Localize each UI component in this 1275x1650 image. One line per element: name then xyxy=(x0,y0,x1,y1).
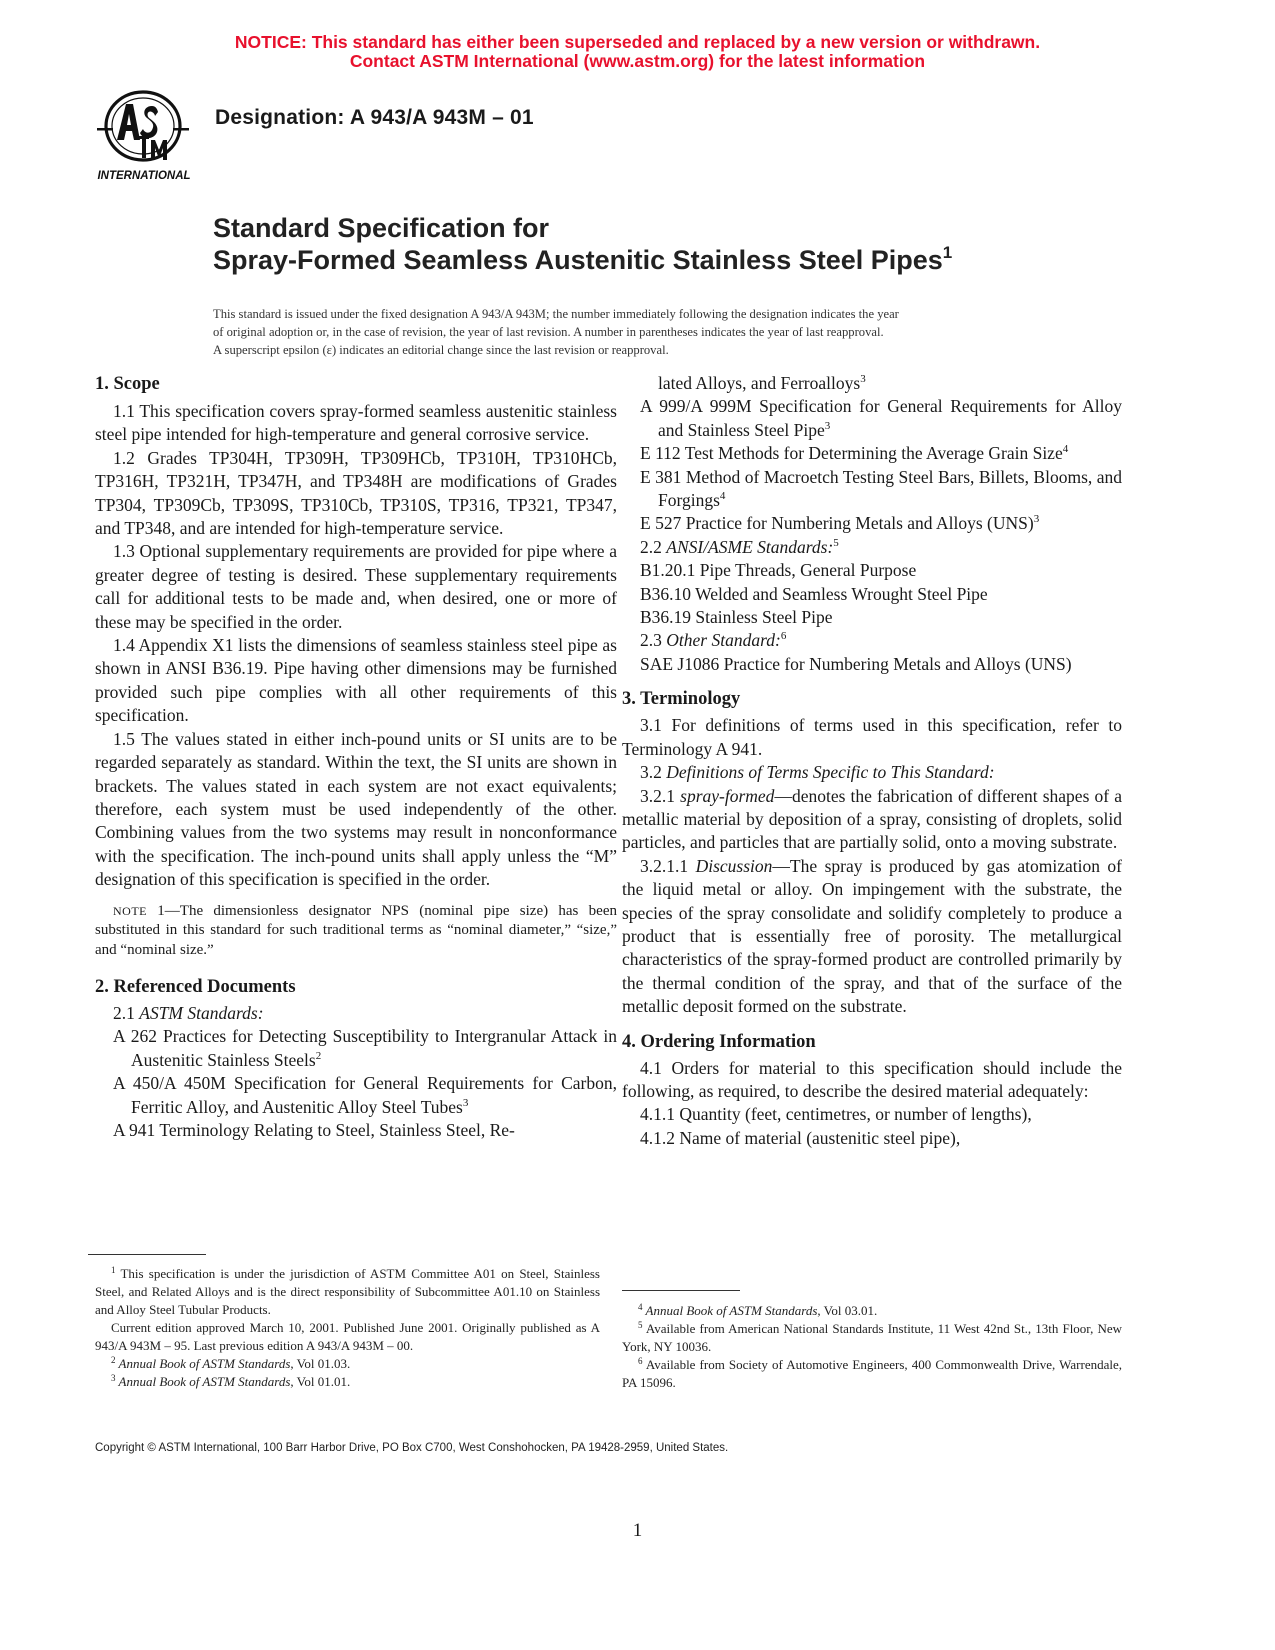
page-number: 1 xyxy=(632,1520,643,1541)
paragraph-2-2: 2.2 ANSI/ASME Standards:$^5$ xyxy=(640,536,839,557)
issuance-statement: This standard is issued under the fixed designation A 943/A 943M; the number immediately following the designation indicates the year of original adoption or, in the case of revision, the year of last revision. A number in parentheses indicates the year of last reapproval. A superscript epsilon (ε) indicates an editorial change since the last revision or reapproval. xyxy=(213,307,899,357)
reference-b1-20-1: B1.20.1 Pipe Threads, General Purpose xyxy=(640,560,917,581)
paragraph-2-3: 2.3 Other Standard:$^6$ xyxy=(640,630,787,651)
paragraph-2-1: 2.1 ASTM Standards: xyxy=(113,1003,264,1024)
right-column xyxy=(622,372,1122,1150)
reference-b36-19: B36.19 Stainless Steel Pipe xyxy=(640,607,833,628)
reference-b36-10: B36.10 Welded and Seamless Wrought Steel Pipe xyxy=(640,583,988,604)
paragraph-3-2-1: 3.2.1 spray-formed—denotes the fabrication of different shapes of a metallic material by deposition of a spray, consisting of droplets, solid particles, and particles that are partially solid, onto a moving substrate. xyxy=(622,785,1123,853)
paragraph-3-1: 3.1 For definitions of terms used in this specification, refer to Terminology A 941. xyxy=(622,715,1122,759)
footnote-1: $^1$ This specification is under the jurisdiction of ASTM Committee A01 on Steel, Stainless Steel, and Related Alloys and is the direct responsibility of Subcommittee A01.10 on Stainless and Alloy Steel Tubular Products. xyxy=(95,1265,600,1317)
paragraph-1-5: 1.5 The values stated in either inch-pound units or SI units are to be regarded separately as standard. Within the text, the SI units are shown in brackets. The values stated in each system are not exact equivalents; therefore, each system must be used independently of the other. Combining values from the two systems may result in nonconformance with the specification. The inch-pound units shall apply unless the “M” designation of this specification is specified in the order. xyxy=(95,728,617,890)
footnote-3: $^3$ Annual Book of ASTM Standards, Vol 01.01. xyxy=(111,1373,351,1389)
reference-e527: E 527 Practice for Numbering Metals and Alloys (UNS)$^3$ xyxy=(640,513,1040,534)
superseded-notice xyxy=(0,33,1275,71)
document-title xyxy=(213,212,952,276)
title-line-1: Standard Specification for xyxy=(213,213,550,243)
note-1: NOTE 1—The dimensionless designator NPS (nominal pipe size) has been substituted in this standard for such traditional terms as “nominal diameter,” “size,” and “nominal size.” xyxy=(95,902,617,958)
reference-e112: E 112 Test Methods for Determining the Average Grain Size$^4$ xyxy=(640,443,1069,464)
footnote-4: $^4$ Annual Book of ASTM Standards, Vol 03.01. xyxy=(638,1302,878,1318)
footnote-2: $^2$ Annual Book of ASTM Standards, Vol 01.03. xyxy=(111,1355,351,1371)
paragraph-1-2: 1.2 Grades TP304H, TP309H, TP309HCb, TP310H, TP310HCb, TP316H, TP321H, TP347H, and TP348H are modifications of Grades TP304, TP309Cb, TP309S, TP310Cb, TP310S, TP316, TP321, TP347, and TP348, and are intended for high-temperature service. xyxy=(95,447,617,539)
paragraph-3-2: 3.2 Definitions of Terms Specific to This Standard: xyxy=(640,762,995,783)
footnote-1-edition: Current edition approved March 10, 2001. Published June 2001. Originally published as A 943/A 943M – 95. Last previous edition A 943/A 943M – 00. xyxy=(95,1320,600,1353)
paragraph-4-1-1: 4.1.1 Quantity (feet, centimetres, or number of lengths), xyxy=(640,1104,1032,1125)
section-referenced-documents-heading: 2. Referenced Documents xyxy=(95,977,296,998)
reference-a941: A 941 Terminology Relating to Steel, Stainless Steel, Re- xyxy=(113,1120,515,1141)
paragraph-1-1: 1.1 This specification covers spray-formed seamless austenitic stainless steel pipe intended for high-temperature and general corrosive service. xyxy=(95,401,617,445)
footnote-rule-left xyxy=(88,1254,206,1255)
footnotes-right xyxy=(622,1302,1122,1392)
paragraph-1-4: 1.4 Appendix X1 lists the dimensions of seamless stainless steel pipe as shown in ANSI B36.19. Pipe having other dimensions may be furnished provided such pipe complies with all other requirements of this specification. xyxy=(95,635,617,726)
section-ordering-heading: 4. Ordering Information xyxy=(622,1031,816,1052)
section-terminology-heading: 3. Terminology xyxy=(622,689,741,710)
title-footnote-ref: 1 xyxy=(942,243,953,262)
notice-line-2: Contact ASTM International (www.astm.org) for the latest information xyxy=(349,51,926,71)
designation: Designation: A 943/A 943M – 01 xyxy=(215,106,534,129)
copyright-line: Copyright © ASTM International, 100 Barr Harbor Drive, PO Box C700, West Conshohocken, PA 19428-2959, United States. xyxy=(95,1442,729,1454)
footnote-5: $^5$ Available from American National Standards Institute, 11 West 42nd St., 13th Floor, New York, NY 10036. xyxy=(622,1320,1122,1354)
reference-e381: E 381 Method of Macroetch Testing Steel Bars, Billets, Blooms, and Forgings$^4$ xyxy=(640,466,1122,511)
reference-a941-continued: lated Alloys, and Ferroalloys$^3$ xyxy=(658,373,866,393)
astm-logo-icon xyxy=(95,88,195,186)
logo-text: INTERNATIONAL xyxy=(97,170,191,182)
footnotes-left xyxy=(95,1265,600,1391)
title-line-2: Spray-Formed Seamless Austenitic Stainless Steel Pipes$^1$ xyxy=(213,243,953,275)
footnote-6: $^6$ Available from Society of Automotive Engineers, 400 Commonwealth Drive, Warrendale, PA 15096. xyxy=(622,1356,1122,1390)
reference-a262: A 262 Practices for Detecting Susceptibility to Intergranular Attack in Austenitic Stainless Steels$^2$ xyxy=(113,1026,617,1070)
reference-sae-j1086: SAE J1086 Practice for Numbering Metals and Alloys (UNS) xyxy=(640,653,1072,674)
paragraph-4-1-2: 4.1.2 Name of material (austenitic steel pipe), xyxy=(640,1127,961,1148)
paragraph-3-2-1-1: 3.2.1.1 Discussion—The spray is produced by gas atomization of the liquid metal or alloy. On impingement with the substrate, the species of the spray consolidate and solidify completely to produce a product that is essentially free of porosity. The metallurgical characteristics of the spray-formed product are controlled primarily by the thermal condition of the spray, and that of the surface of the metallic deposit formed on the substrate. xyxy=(622,855,1123,1017)
reference-a999: A 999/A 999M Specification for General Requirements for Alloy and Stainless Steel Pipe$^3$ xyxy=(640,396,1122,440)
paragraph-1-3: 1.3 Optional supplementary requirements are provided for pipe where a greater degree of testing is desired. These supplementary requirements call for additional tests to be made and, when desired, one or more of these may be specified in the order. xyxy=(95,541,617,632)
notice-line-1: NOTICE: This standard has either been superseded and replaced by a new version or withdrawn. xyxy=(234,32,1041,52)
reference-a450: A 450/A 450M Specification for General Requirements for Carbon, Ferritic Alloy, and Austenitic Alloy Steel Tubes$^3$ xyxy=(113,1073,617,1117)
section-scope-heading: 1. Scope xyxy=(95,374,160,394)
footnote-rule-right xyxy=(622,1290,740,1291)
paragraph-4-1: 4.1 Orders for material to this specification should include the following, as required, to describe the desired material adequately: xyxy=(622,1057,1122,1101)
left-column xyxy=(95,372,617,1142)
